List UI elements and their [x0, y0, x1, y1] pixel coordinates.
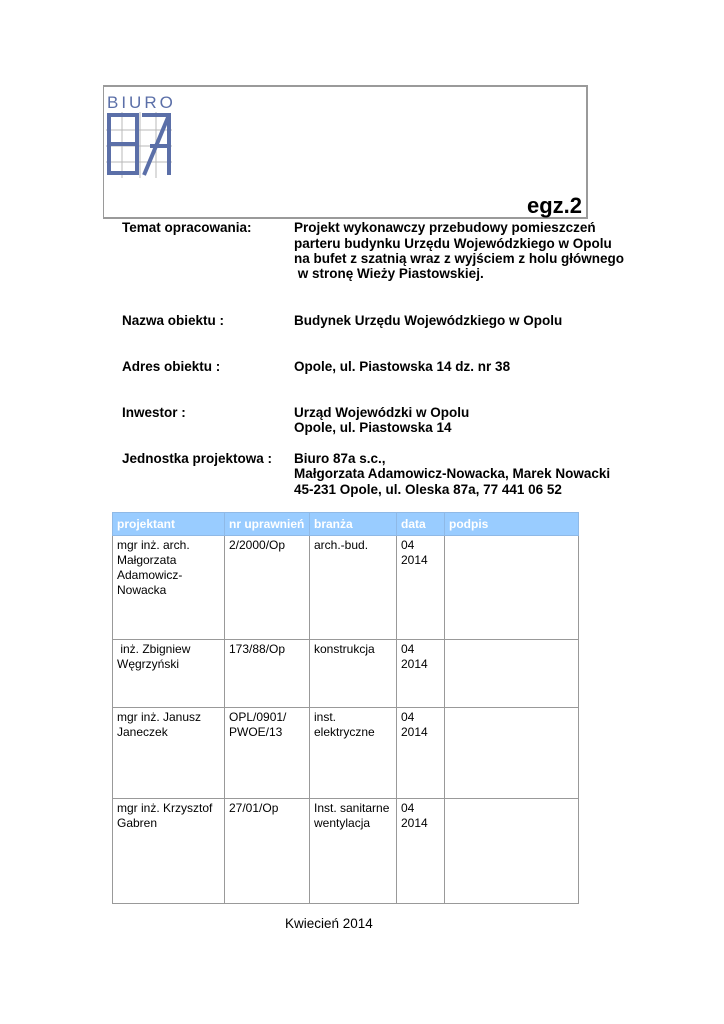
signature-cell: [445, 708, 579, 799]
signature-cell: [445, 799, 579, 904]
document-date: Kwiecień 2014: [285, 916, 373, 931]
license-number: OPL/0901/ PWOE/13: [225, 708, 310, 799]
address-label: Adres obiektu :: [122, 359, 221, 374]
branch: Inst. sanitarne wentylacja: [310, 799, 397, 904]
topic-line: w stronę Wieży Piastowskiej.: [294, 266, 484, 281]
unit-line: 45-231 Opole, ul. Oleska 87a, 77 441 06 52: [294, 482, 562, 497]
branch: arch.-bud.: [310, 536, 397, 640]
address-value: Opole, ul. Piastowska 14 dz. nr 38: [294, 359, 511, 374]
branch: konstrukcja: [310, 640, 397, 708]
topic-line: parteru budynku Urzędu Wojewódzkiego w Opolu: [294, 236, 612, 251]
designer-name: mgr inż. arch. Małgorzata Adamowicz- Nowacka: [113, 536, 225, 640]
table-row: [113, 708, 579, 799]
object-label: Nazwa obiektu :: [122, 313, 225, 328]
designer-name: inż. Zbigniew Węgrzyński: [113, 640, 225, 708]
logo-mark: [106, 112, 172, 183]
unit-line: Małgorzata Adamowicz-Nowacka, Marek Nowacki: [294, 466, 611, 481]
header-signature: podpis: [445, 513, 579, 536]
designer-name: mgr inż. Janusz Janeczek: [113, 708, 225, 799]
designers-table: [112, 512, 579, 904]
date: 04 2014: [397, 536, 445, 640]
designer-name: mgr inż. Krzysztof Gabren: [113, 799, 225, 904]
topic-line: Projekt wykonawczy przebudowy pomieszczeń: [294, 220, 596, 235]
investor-line: Opole, ul. Piastowska 14: [294, 420, 452, 435]
logo-text: BIURO: [107, 93, 176, 112]
signature-cell: [445, 536, 579, 640]
header-designer: projektant: [113, 513, 225, 536]
date: 04 2014: [397, 640, 445, 708]
table-row: [113, 536, 579, 640]
branch: inst. elektryczne: [310, 708, 397, 799]
license-number: 27/01/Op: [225, 799, 310, 904]
topic-label: Temat opracowania:: [122, 220, 252, 235]
table-row: [113, 640, 579, 708]
header-branch: branża: [310, 513, 397, 536]
header-date: data: [397, 513, 445, 536]
unit-line: Biuro 87a s.c.,: [294, 451, 386, 466]
investor-label: Inwestor :: [122, 405, 186, 420]
unit-label: Jednostka projektowa :: [122, 451, 273, 466]
date: 04 2014: [397, 799, 445, 904]
license-number: 173/88/Op: [225, 640, 310, 708]
object-value: Budynek Urzędu Wojewódzkiego w Opolu: [294, 313, 563, 328]
investor-line: Urząd Wojewódzki w Opolu: [294, 405, 470, 420]
topic-line: na bufet z szatnią wraz z wyjściem z holu głównego: [294, 251, 625, 266]
table-header-row: [113, 513, 579, 536]
signature-cell: [445, 640, 579, 708]
copy-label: egz.2: [526, 193, 582, 218]
header-license: nr uprawnień: [225, 513, 310, 536]
license-number: 2/2000/Op: [225, 536, 310, 640]
date: 04 2014: [397, 708, 445, 799]
table-row: [113, 799, 579, 904]
